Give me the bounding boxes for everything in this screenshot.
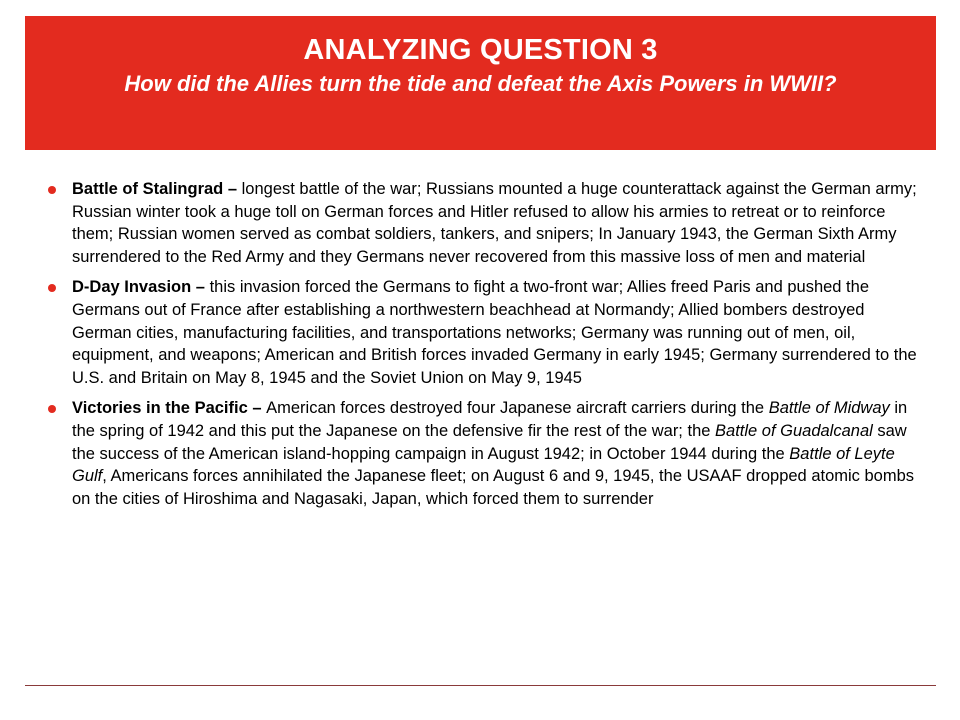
slide-subtitle-question: How did the Allies turn the tide and defeat the Axis Powers in WWII? [124, 71, 837, 96]
bullet-body: longest battle of the war; Russians mounted a huge counterattack against the German army; Russian winter took a huge toll on German forces and Hitler refused to allow his armies to retreat or to reinforce them; Russian women served as combat soldiers, tankers, and snipers; In January 1943, the German Sixth Army surrendered to the Red Army and they Germans never recovered from this massive loss of men and material [72, 180, 917, 266]
bullet-lead: Victories in the Pacific [72, 399, 248, 418]
bullet-text [72, 278, 917, 386]
bullet-dot-icon [48, 284, 56, 292]
bullet-stalingrad [48, 178, 928, 268]
bullet-separator: – [191, 278, 210, 297]
bullet-pacific [48, 397, 928, 510]
footer-divider [25, 685, 936, 686]
title-banner [25, 16, 936, 150]
bullet-lead: D-Day Invasion [72, 278, 192, 297]
bullet-body-part: in the spring of 1942 and this put the Japanese on the defensive fir the rest of the war; the [72, 399, 908, 440]
bullet-separator: – [223, 180, 242, 198]
battle-name-leyte-gulf: Battle of Leyte Gulf [72, 444, 895, 486]
bullet-body: this invasion forced the Germans to fight a two-front war; Allies freed Paris and pushed the Germans out of France after establishing a northwestern beachhead at Normandy; Allied bombers destroyed German cities, manufacturing facilities, and transportations networks; Germany was running out of men, oil, equipment, and weapons; American and British forces invaded Germany in early 1945; Germany surrendered to the U.S. and Britain on May 8, 1945 and the Soviet Union on May 9, 1945 [72, 278, 917, 387]
bullet-dot-icon [48, 405, 56, 413]
battle-name-guadalcanal: Battle of Guadalcanal [715, 421, 873, 440]
bullet-lead: Battle of Stalingrad [72, 180, 224, 198]
bullet-d-day [48, 276, 928, 389]
bullet-dot-icon [48, 186, 56, 194]
battle-name-midway: Battle of Midway [768, 399, 890, 418]
slide-title: ANALYZING QUESTION 3 [303, 34, 658, 66]
bullet-body-part: saw the success of the American island-hopping campaign in August 1942; in October 1944 during the [72, 421, 907, 463]
bullet-text [72, 399, 914, 507]
bullet-list [48, 178, 928, 518]
bullet-body-part: American forces destroyed four Japanese aircraft carriers during the [266, 399, 769, 418]
bullet-text [72, 180, 917, 266]
bullet-body-part: , Americans forces annihilated the Japanese fleet; on August 6 and 9, 1945, the USAAF dropped atomic bombs on the cities of Hiroshima and Nagasaki, Japan, which forced them to surrender [72, 467, 915, 508]
bullet-separator: – [247, 399, 267, 418]
